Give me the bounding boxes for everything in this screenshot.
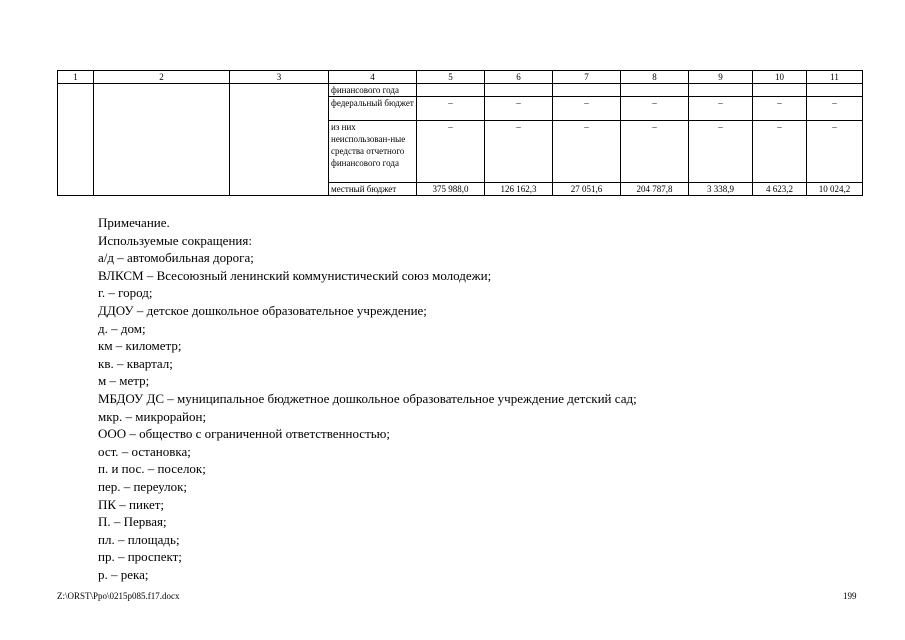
table-cell-empty (230, 84, 329, 196)
table-row (58, 84, 863, 97)
table-cell: 204 787,8 (621, 183, 689, 196)
footer-page-number: 199 (843, 591, 857, 601)
abbreviation-item: пл. – площадь; (98, 531, 180, 547)
table-header-row (58, 71, 863, 84)
table-cell: – (417, 121, 485, 183)
notes-section (98, 214, 637, 583)
column-header: 8 (621, 71, 689, 84)
table-cell: – (689, 97, 753, 121)
table-cell: – (753, 97, 807, 121)
table-cell: 375 988,0 (417, 183, 485, 196)
table-cell: – (753, 121, 807, 183)
abbreviation-item: а/д – автомобильная дорога; (98, 250, 254, 266)
table-cell-empty (58, 84, 94, 196)
table-cell: – (485, 121, 553, 183)
footer-file-path: Z:\ORST\Ppo\0215p085.f17.docx (57, 591, 180, 601)
table-cell: 126 162,3 (485, 183, 553, 196)
table-cell: – (417, 97, 485, 121)
abbreviation-item: МБДОУ ДС – муниципальное бюджетное дошкольное образовательное учреждение детский сад; (98, 390, 637, 406)
row-label: из них неиспользован-ные средства отчетного финансового года (329, 121, 417, 183)
table-cell: 10 024,2 (807, 183, 863, 196)
table-cell: – (807, 97, 863, 121)
column-header: 11 (807, 71, 863, 84)
row-label: финансового года (329, 84, 417, 97)
table-cell-empty (94, 84, 230, 196)
column-header: 9 (689, 71, 753, 84)
abbreviation-item: кв. – квартал; (98, 355, 173, 371)
abbreviation-item: П. – Первая; (98, 514, 167, 530)
column-header: 6 (485, 71, 553, 84)
table-cell: – (485, 97, 553, 121)
abbreviation-item: ПК – пикет; (98, 496, 165, 512)
notes-title: Примечание. (98, 215, 170, 230)
table-cell: 4 623,2 (753, 183, 807, 196)
abbreviation-item: ООО – общество с ограниченной ответственностью; (98, 426, 391, 442)
table-cell: – (553, 97, 621, 121)
column-header: 10 (753, 71, 807, 84)
abbreviation-item: п. и пос. – поселок; (98, 461, 206, 477)
table-cell (689, 84, 753, 97)
abbreviation-item: р. – река; (98, 566, 149, 582)
column-header: 5 (417, 71, 485, 84)
column-header: 2 (94, 71, 230, 84)
abbreviation-item: пер. – переулок; (98, 478, 187, 494)
abbreviation-item: ВЛКСМ – Всесоюзный ленинский коммунистический союз молодежи; (98, 267, 492, 283)
abbreviation-item: пр. – проспект; (98, 549, 182, 565)
table-cell (485, 84, 553, 97)
table-cell (553, 84, 621, 97)
row-label: местный бюджет (329, 183, 417, 196)
column-header: 1 (58, 71, 94, 84)
table-cell: – (621, 97, 689, 121)
abbreviation-item: мкр. – микрорайон; (98, 408, 207, 424)
table-cell (807, 84, 863, 97)
abbreviation-item: м – метр; (98, 373, 150, 389)
abbreviation-item: г. – город; (98, 285, 153, 301)
table-cell (753, 84, 807, 97)
column-header: 3 (230, 71, 329, 84)
abbreviation-item: д. – дом; (98, 320, 146, 336)
table-cell: – (689, 121, 753, 183)
abbreviation-item: ДДОУ – детское дошкольное образовательное учреждение; (98, 302, 427, 318)
abbreviation-item: ост. – остановка; (98, 443, 191, 459)
table-cell (417, 84, 485, 97)
budget-table (57, 70, 863, 196)
table-cell: 3 338,9 (689, 183, 753, 196)
abbreviation-item: км – километр; (98, 338, 182, 354)
table-cell: – (621, 121, 689, 183)
column-header: 7 (553, 71, 621, 84)
table-cell: – (807, 121, 863, 183)
table-cell: – (553, 121, 621, 183)
column-header: 4 (329, 71, 417, 84)
row-label: федеральный бюджет (329, 97, 417, 121)
notes-subtitle: Используемые сокращения: (98, 232, 252, 248)
table-cell: 27 051,6 (553, 183, 621, 196)
table-cell (621, 84, 689, 97)
